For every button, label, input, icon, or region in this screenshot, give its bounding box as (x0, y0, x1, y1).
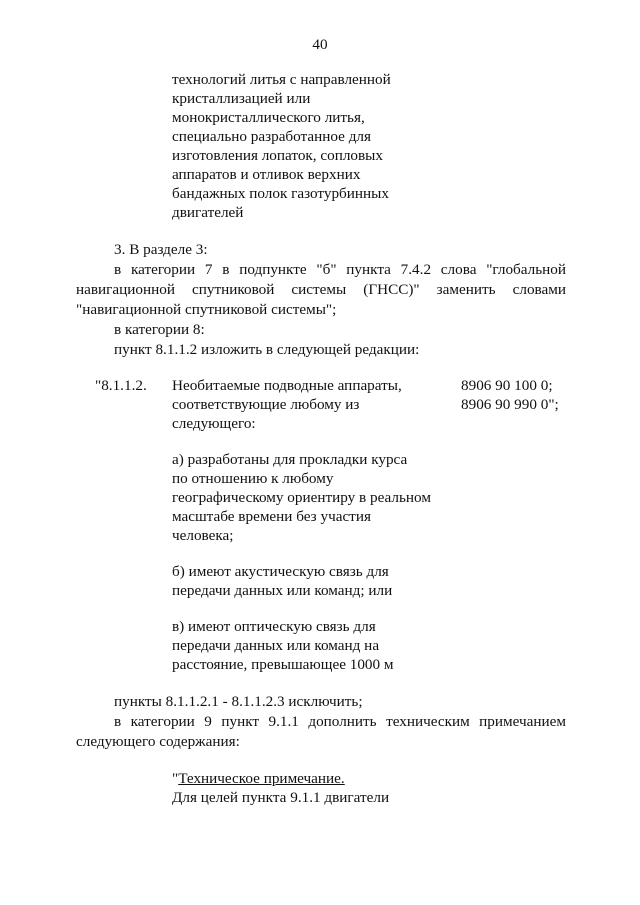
subitem-c-line: в) имеют оптическую связь для (172, 618, 376, 635)
subitem-a-line: человека; (172, 527, 234, 544)
subitem-a-line: по отношению к любому (172, 470, 334, 487)
top-block-line: монокристаллического литья, (172, 109, 365, 126)
item-number: "8.1.1.2. (95, 377, 147, 394)
cat7-last-line: "навигационной спутниковой системы"; (76, 301, 337, 318)
item-description-line: следующего: (172, 415, 256, 432)
section-heading: 3. В разделе 3: (114, 241, 208, 258)
top-block-line: изготовления лопаток, сопловых (172, 147, 383, 164)
technical-note-heading (172, 769, 345, 788)
top-block-line: специально разработанное для (172, 128, 371, 145)
page-number: 40 (312, 36, 328, 53)
top-block-line: кристаллизацией или (172, 90, 311, 107)
subitem-c-line: расстояние, превышающее 1000 м (172, 656, 394, 673)
subitem-b-line: передачи данных или команд; или (172, 582, 393, 599)
top-block-line: технологий литья с направленной (172, 71, 391, 88)
cat7-line: навигационной спутниковой системы (ГНСС)" заменить словами (76, 281, 566, 298)
subitem-b-line: б) имеют акустическую связь для (172, 563, 389, 580)
cat8-heading: в категории 8: (114, 321, 205, 338)
exclude-instruction: пункты 8.1.1.2.1 - 8.1.1.2.3 исключить; (114, 693, 363, 710)
item-description-line: Необитаемые подводные аппараты, (172, 377, 402, 394)
item-code: 8906 90 100 0; (461, 377, 553, 394)
cat9-line: в категории 9 пункт 9.1.1 дополнить техническим примечанием (114, 713, 566, 730)
item-description-line: соответствующие любому из (172, 396, 360, 413)
top-block-line: бандажных полок газотурбинных (172, 185, 389, 202)
opening-quote: " (172, 770, 179, 787)
item-code: 8906 90 990 0"; (461, 396, 559, 413)
cat9-last-line: следующего содержания: (76, 733, 240, 750)
subitem-a-line: а) разработаны для прокладки курса (172, 451, 408, 468)
subitem-c-line: передачи данных или команд на (172, 637, 380, 654)
technical-note-title: Техническое примечание. (178, 770, 345, 787)
technical-note-text: Для целей пункта 9.1.1 двигатели (172, 789, 390, 806)
top-block-line: двигателей (172, 204, 244, 221)
subitem-a-line: масштабе времени без участия (172, 508, 371, 525)
subitem-a-line: географическому ориентиру в реальном (172, 489, 431, 506)
cat7-line: в категории 7 в подпункте "б" пункта 7.4.2 слова "глобальной (114, 261, 566, 278)
top-block-line: аппаратов и отливок верхних (172, 166, 361, 183)
cat8-instruction: пункт 8.1.1.2 изложить в следующей редакции: (114, 341, 420, 358)
